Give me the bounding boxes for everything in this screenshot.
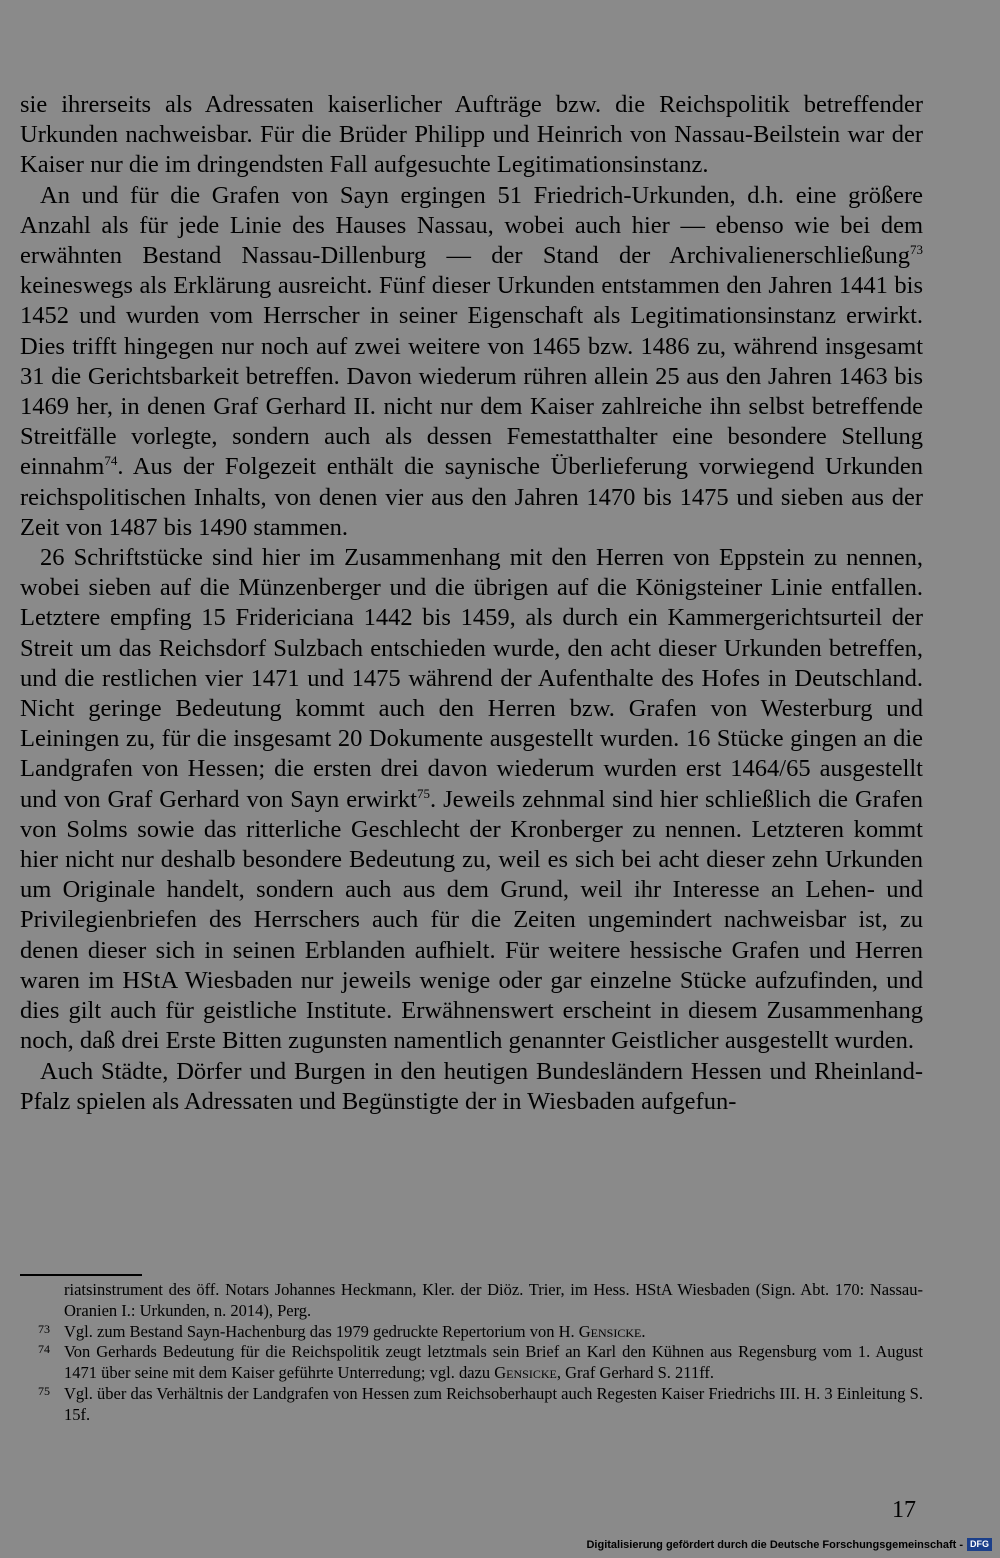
- footnote-ref-73: 73: [910, 241, 923, 257]
- page-number: 17: [892, 1497, 916, 1523]
- paragraph-2-part-a: An und für die Grafen von Sayn ergingen 51 Friedrich-Urkunden, d.h. eine größere Anzahl als für jede Linie des Hauses Nassau, wobei auch hier — ebenso wie bei dem erwähnten Bestand Nassau-Dillenburg — der Stand der Archivalienerschließung: [20, 181, 923, 270]
- footnote-74-end: , Graf Gerhard S. 211ff.: [556, 1363, 715, 1383]
- footnote-73-author: Gensicke: [578, 1321, 642, 1341]
- footnote-74-author: Gensicke: [494, 1363, 557, 1383]
- footnote-continuation-text: riatsinstrument des öff. Notars Johannes Heckmann, Kler. der Diöz. Trier, im Hess. HStA Wiesbaden (Sign. Abt. 170: Nassau-Oranien I.: Urkunden, n. 2014), Perg.: [64, 1280, 923, 1320]
- footnote-ref-74: 74: [104, 453, 118, 469]
- paragraph-2: [20, 181, 923, 543]
- footnotes: [20, 1280, 923, 1426]
- paragraph-3-part-b: . Jeweils zehnmal sind hier schließlich die Grafen von Solms sowie das ritterliche Geschlecht der Kronberger zu nennen. Letzteren kommt hier nicht nur deshalb besondere Bedeutung zu, weil es sich bei acht dieser zehn Urkunden um Originale handelt, sondern auch aus dem Grund, weil ihr Interesse an Lehen- und Privilegienbriefen des Herrschers auch für die Zeiten ungemindert nachweisbar ist, zu denen dieser sich in seinen Erblanden aufhielt. Für weitere hessische Grafen und Herren waren im HStA Wiesbaden nur jeweils wenige oder gar einzelne Stücke aufzufinden, und dies gilt auch für geistliche Institute. Erwähnenswert erscheint in diesem Zusammenhang noch, daß drei Erste Bitten zugunsten namentlich genannter Geistlicher ausgestellt wurden.: [20, 785, 923, 1055]
- footnote-75: [20, 1384, 923, 1426]
- footnote-75-text: Vgl. über das Verhältnis der Landgrafen von Hessen zum Reichsoberhaupt auch Regesten Kaiser Friedrichs III. H. 3 Einleitung S. 15f.: [64, 1383, 923, 1424]
- paragraph-2-part-b: keineswegs als Erklärung ausreicht. Fünf dieser Urkunden entstammen den Jahren 1441 bis 1452 und wurden vom Herrscher in seiner Eigenschaft als Legitimationsinstanz erwirkt. Dies trifft hingegen nur noch auf zwei weitere von 1465 bzw. 1486 zu, während insgesamt 31 die Gerichtsbarkeit betreffen. Davon wiederum rühren allein 25 aus den Jahren 1463 bis 1469 her, in denen Graf Gerhard II. nicht nur dem Kaiser zahlreiche ihn selbst betreffende Streitfälle vorlegte, sondern auch als dessen Femestatthalter eine besondere Stellung einnahm: [20, 272, 923, 481]
- paragraph-2-part-c: . Aus der Folgezeit enthält die saynische Überlieferung vorwiegend Urkunden reichspolitischen Inhalts, von denen vier aus den Jahren 1470 bis 1475 und sieben aus der Zeit von 1487 bis 1490 stammen.: [20, 453, 923, 541]
- footnote-75-mark: 75: [38, 1383, 50, 1398]
- footnote-73-mark: 73: [38, 1321, 50, 1336]
- footnote-74-text: Von Gerhards Bedeutung für die Reichspolitik zeugt letztmals sein Brief an Karl den Kühnen aus Regensburg vom 1. August 1471 über seine mit dem Kaiser geführte Unterredung; vgl. dazu: [64, 1342, 923, 1383]
- body-text: [20, 90, 923, 1117]
- footnote-ref-75: 75: [416, 785, 430, 801]
- footnote-73-text: Vgl. zum Bestand Sayn-Hachenburg das 1979 gedruckte Repertorium von H.: [64, 1321, 579, 1341]
- footnote-divider: [20, 1274, 142, 1276]
- footnote-73-end: .: [641, 1321, 646, 1341]
- paragraph-3: [20, 543, 923, 1056]
- paragraph-3-part-a: 26 Schriftstücke sind hier im Zusammenhang mit den Herren von Eppstein zu nennen, wobei sieben auf die Münzenberger und die übrigen auf die Königsteiner Linie entfallen. Letztere empfing 15 Fridericiana 1442 bis 1459, als durch ein Kammergerichtsurteil der Streit um das Reichsdorf Sulzbach entschieden wurde, den acht dieser Urkunden betreffen, und die restlichen vier 1471 und 1475 während der Aufenthalte des Hofes in Deutschland. Nicht geringe Bedeutung kommt auch den Herren bzw. Grafen von Westerburg und Leiningen zu, für die insgesamt 20 Dokumente ausgestellt wurden. 16 Stücke gingen an die Landgrafen von Hessen; die ersten drei davon wiederum wurden erst 1464/65 ausgestellt und von Graf Gerhard von Sayn erwirkt: [20, 544, 923, 813]
- dfg-logo: DFG: [967, 1538, 992, 1551]
- footnote-74-mark: 74: [38, 1342, 50, 1357]
- footnote-continuation: [20, 1280, 923, 1322]
- paragraph-4: Auch Städte, Dörfer und Burgen in den heutigen Bundesländern Hessen und Rheinland-Pfalz spielen als Adressaten und Begünstigte der in Wiesbaden aufgefun-: [20, 1057, 923, 1115]
- footnote-74: [20, 1342, 923, 1384]
- footnote-73: [20, 1322, 923, 1343]
- paragraph-1: sie ihrerseits als Adressaten kaiserlicher Aufträge bzw. die Reichspolitik betreffender Urkunden nachweisbar. Für die Brüder Philipp und Heinrich von Nassau-Beilstein war der Kaiser nur die im dringendsten Fall aufgesuchte Legitimationsinstanz.: [20, 91, 923, 179]
- funding-credit: [586, 1538, 992, 1551]
- funding-credit-text: Digitalisierung gefördert durch die Deutsche Forschungsgemeinschaft -: [586, 1538, 963, 1551]
